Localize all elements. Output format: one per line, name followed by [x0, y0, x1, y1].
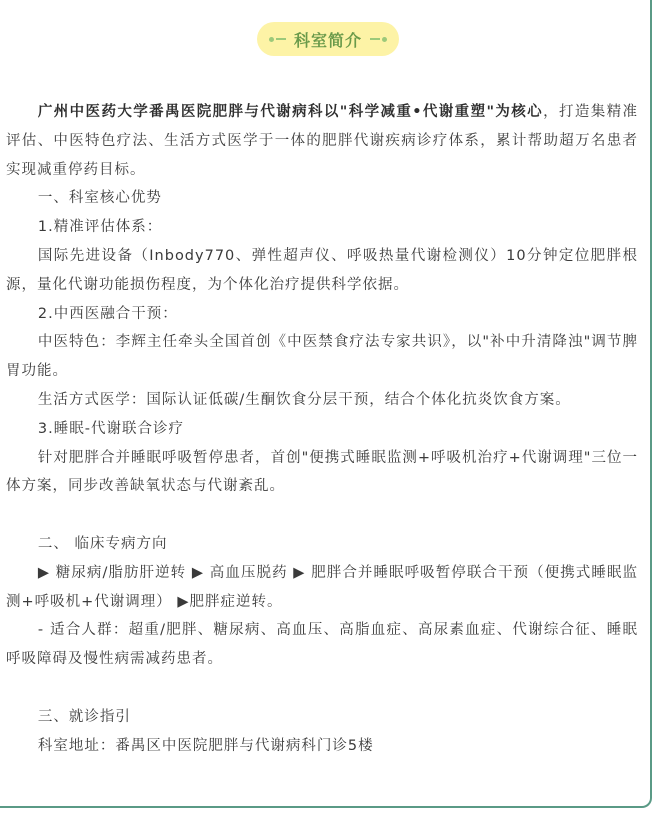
intro-paragraph — [6, 98, 638, 184]
spacer — [6, 501, 638, 530]
target-audience: - 适合人群：超重/肥胖、糖尿病、高血压、高脂血症、高尿素血症、代谢综合征、睡眠呼吸障碍及慢性病需减药患者。 — [6, 622, 638, 668]
section2-heading: 二、 临床专病方向 — [37, 535, 168, 552]
item2-body-lifestyle: 生活方式医学：国际认证低碳/生酮饮食分层干预，结合个体化抗炎饮食方案。 — [37, 391, 571, 408]
right-ornament-icon — [368, 37, 387, 42]
item1-title: 1.精准评估体系： — [37, 219, 163, 236]
section3-heading: 三、就诊指引 — [37, 708, 131, 725]
left-ornament-icon — [269, 37, 288, 42]
item3-body: 针对肥胖合并睡眠呼吸暂停患者，首创"便携式睡眠监测+呼吸机治疗+代谢调理"三位一体方案，同步改善缺氧状态与代谢紊乱。 — [6, 449, 638, 495]
clinical-directions: ▶ 糖尿病/脂肪肝逆转 ▶ 高血压脱药 ▶ 肥胖合并睡眠呼吸暂停联合干预（便携式睡眠监测+呼吸机+代谢调理） ▶肥胖症逆转。 — [6, 564, 638, 610]
clinic-address: 科室地址：番禺区中医院肥胖与代谢病科门诊5楼 — [37, 737, 374, 754]
item2-body-tcm: 中医特色：李辉主任牵头全国首创《中医禁食疗法专家共识》，以"补中升清降浊"调节脾胃功能。 — [6, 334, 638, 380]
item3-title: 3.睡眠-代谢联合诊疗 — [37, 420, 184, 437]
page-title: 科室简介 — [293, 30, 362, 50]
section-title-banner — [0, 22, 656, 56]
item2-title: 2.中西医融合干预： — [37, 305, 178, 322]
item1-body: 国际先进设备（Inbody770、弹性超声仪、呼吸热量代谢检测仪）10分钟定位肥胖根源，量化代谢功能损伤程度，为个体化治疗提供科学依据。 — [6, 247, 638, 293]
article-body — [6, 98, 638, 760]
section1-heading: 一、科室核心优势 — [37, 190, 162, 207]
spacer — [6, 674, 638, 703]
intro-rest: ，打造集精准评估、中医特色疗法、生活方式医学于一体的肥胖代谢疾病诊疗体系，累计帮助超万名患者实现减重停药目标。 — [6, 104, 639, 178]
intro-lead: 广州中医药大学番禺医院肥胖与代谢病科以"科学减重•代谢重塑"为核心 — [37, 104, 544, 120]
title-pill — [257, 22, 399, 56]
